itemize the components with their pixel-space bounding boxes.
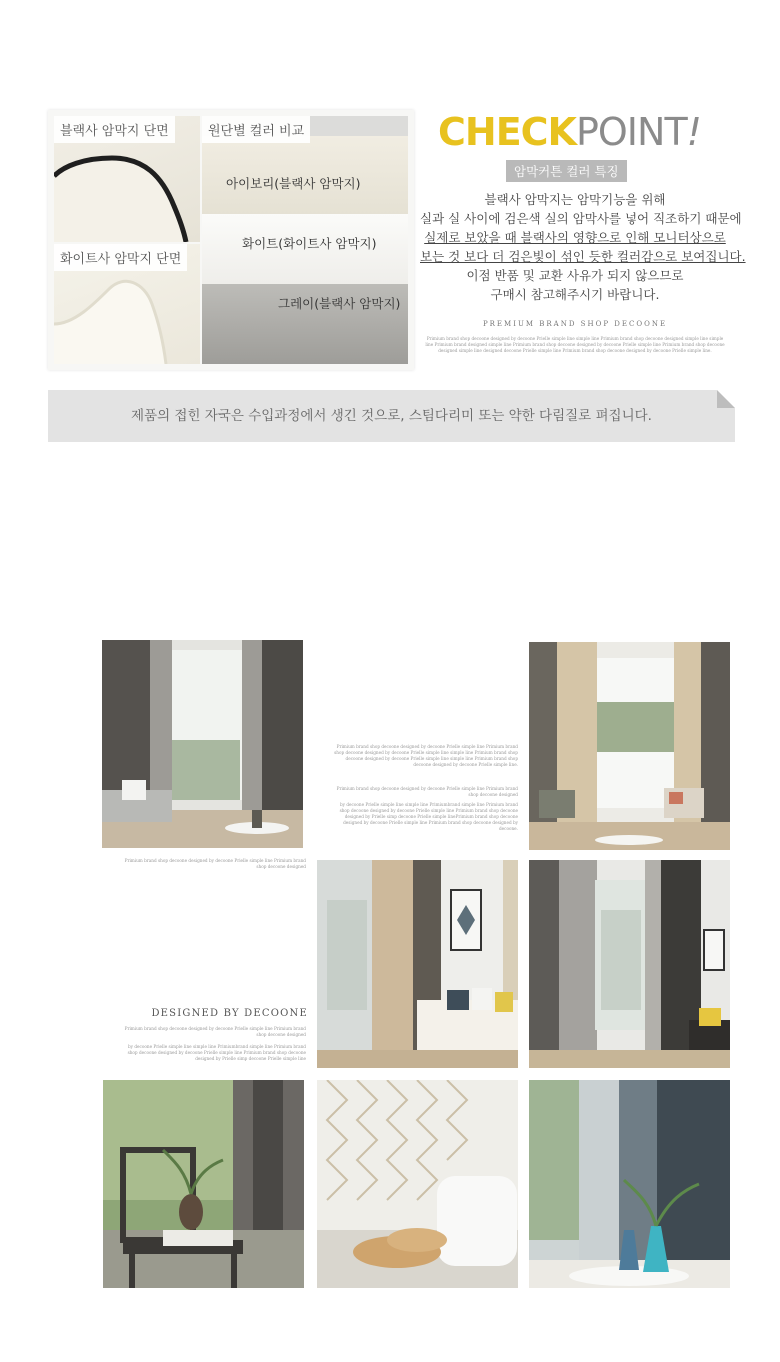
lace-cup-cookies-illustration [317,1080,518,1288]
fabric-comparison-panel [48,110,414,370]
gallery-fine-text-5: Primium brand shop decoone designed by decoone Prielle simple line Primium brand shop decoone designed [124,1026,306,1037]
white-label: 화이트(화이트사 암막지) [242,236,377,251]
beige-curtain-sofa-illustration [317,860,518,1068]
description-line: 보는 것 보다 더 검은빛이 섞인 듯한 컬러감으로 보여집니다. [420,249,746,264]
description-line: 구매시 참고해주시기 바랍니다. [490,287,660,302]
color-compare-label: 원단별 컬러 비교 [202,116,310,143]
ivory-label: 아이보리(블랙사 암막지) [226,176,361,191]
checkpoint-title [438,110,701,154]
gallery-photo-5 [103,1080,304,1288]
checkpoint-description [420,190,746,304]
checkpoint-title-light: POINT [575,110,687,154]
gray-curtain-sofa-illustration [529,860,730,1068]
beige-curtain-chairs-illustration [529,642,730,850]
gallery-photo-6 [317,1080,518,1288]
brand-line: PREMIUM BRAND SHOP DECOONE [482,320,668,328]
gray-label: 그레이(블랙사 암막지) [278,296,401,311]
gallery-fine-text-6: by decoone Prielle simple line simple line Primiumbrand simple line Primium brand shop decoone designed by decoone Prielle simple line Primium brand shop decoone designed by Prielle simp decoone Prielle simple line [127,1044,306,1061]
gallery-photo-2 [529,642,730,850]
checkpoint-title-bold: CHECK [438,110,576,154]
gallery-photo-7 [529,1080,730,1288]
description-line: 실과 실 사이에 검은색 실의 암막사를 넣어 직조하기 때문에 [420,211,742,226]
black-blackout-section-photo [54,116,200,242]
description-line: 이점 반품 및 교환 사유가 되지 않으므로 [466,268,684,283]
description-line: 실제로 보았을 때 블랙사의 영향으로 인해 모니터상으로 [424,230,726,245]
living-room-dark-curtain-illustration [102,640,303,848]
fabric-color-compare-photo [202,116,408,364]
notice-text: 제품의 접힌 자국은 수입과정에서 생긴 것으로, 스팀다리미 또는 약한 다림질로 펴집니다. [131,408,652,424]
checkpoint-title-excl: ! [686,110,701,154]
white-blackout-section-photo [54,244,200,364]
description-line: 블랙사 암막지는 암막기능을 위해 [484,192,666,207]
gallery-fine-text-2: Primium brand shop decoone designed by decoone Prielle simple line Primium brand shop decoone designed [336,786,518,797]
gallery-fine-text-1: Primium brand shop decoone designed by decoone Prielle simple line Primium brand shop decoone designed by decoone Prielle simple line simple line Primium brand shop decoone designed by decoone Prielle simple line simple line Primium brand shop decoone designed by decoone Prielle simple line. [334,744,518,767]
gallery-photo-4 [529,860,730,1068]
checkpoint-badge: 암막커튼 컬러 특징 [506,160,627,182]
white-section-label: 화이트사 암막지 단면 [54,244,187,271]
gallery-photo-3 [317,860,518,1068]
chair-vase-illustration [103,1080,304,1288]
blue-curtain-vases-illustration [529,1080,730,1288]
designed-by-heading: DESIGNED BY DECOONE [151,1008,308,1019]
gallery-fine-text-4: Primium brand shop decoone designed by decoone Prielle simple line Primium brand shop decoone designed [124,858,306,869]
brand-fine-print: Primium brand shop decoone designed by decoone Prielle simple line simple line Primium brand shop decoone designed simple line simple line Primium brand designed simple line Primium brand shop decoone designed by decoone Prielle simple line Primium brand shop decoone designed simple line designed decoone Prielle simple line Primium brand shop decoone designed by decoone Prielle simple line. [425,336,725,353]
gallery-photo-1 [102,640,303,848]
black-section-label: 블랙사 암막지 단면 [54,116,175,143]
gallery-fine-text-3: by decoone Prielle simple line simple line Primiumbrand simple line Primium brand shop decoone designed by decoone Prielle simple line Primium brand shop decoone designed by Prielle simp decoone Prielle simple linePrimium brand shop decoone designed by decoone Prielle simple line Primium brand shop decoone designed by decoone. [339,802,518,831]
notice-banner [48,390,735,442]
